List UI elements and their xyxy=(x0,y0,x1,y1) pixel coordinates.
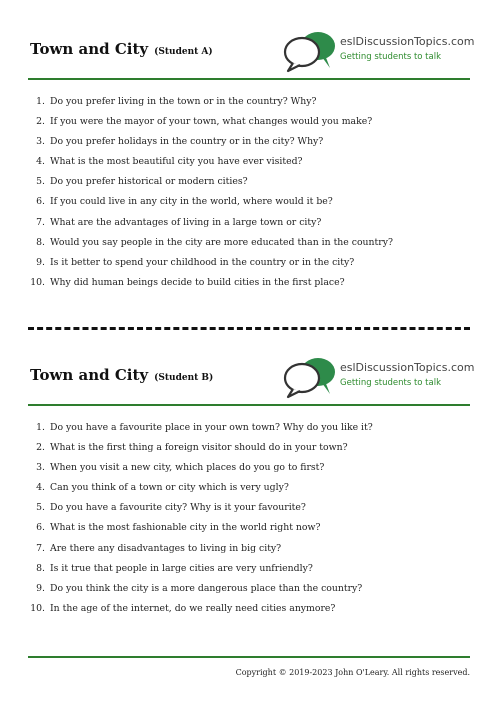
section-student-a xyxy=(28,28,475,293)
question-list xyxy=(28,92,470,293)
question-text: What is the first thing a foreign visitor should do in your town? xyxy=(50,442,348,454)
question-number: 8. xyxy=(36,236,45,248)
speech-bubbles-icon xyxy=(278,354,340,400)
question-item xyxy=(28,112,470,132)
question-number: 5. xyxy=(36,502,45,514)
question-item xyxy=(28,152,470,172)
student-label: (Student A) xyxy=(154,47,213,57)
question-list xyxy=(28,418,470,619)
copyright-notice: Copyright © 2019-2023 John O'Leary. All rights reserved. xyxy=(235,668,470,677)
section-header xyxy=(28,28,475,78)
question-text: Would you say people in the city are more educated than in the country? xyxy=(50,236,393,248)
question-number: 9. xyxy=(36,256,45,268)
question-number: 9. xyxy=(36,582,45,594)
speech-bubbles-icon xyxy=(278,28,340,74)
site-tagline: Getting students to talk xyxy=(340,52,442,62)
question-number: 8. xyxy=(36,562,45,574)
question-number: 1. xyxy=(36,422,45,433)
title-text: Town and City xyxy=(30,366,149,384)
question-number: 4. xyxy=(36,482,45,494)
question-number: 2. xyxy=(36,442,45,454)
question-item xyxy=(28,599,470,619)
question-item xyxy=(28,132,470,152)
site-logo xyxy=(278,354,475,400)
question-text: Can you think of a town or city which is very ugly? xyxy=(50,482,289,494)
question-number: 3. xyxy=(36,136,45,148)
question-item xyxy=(28,518,470,538)
question-text: Are there any disadvantages to living in big city? xyxy=(50,542,282,554)
question-item xyxy=(28,192,470,212)
title-text: Town and City xyxy=(30,40,149,58)
question-number: 2. xyxy=(36,116,45,128)
question-item xyxy=(28,172,470,192)
question-number: 5. xyxy=(36,176,45,188)
question-number: 10. xyxy=(30,602,45,614)
site-logo xyxy=(278,28,475,74)
question-number: 1. xyxy=(36,96,45,107)
header-rule xyxy=(28,404,470,406)
question-number: 4. xyxy=(36,156,45,168)
question-item xyxy=(28,438,470,458)
question-item xyxy=(28,478,470,498)
question-item xyxy=(28,458,470,478)
question-number: 6. xyxy=(36,522,45,534)
question-text: Do you think the city is a more dangerous place than the country? xyxy=(50,582,363,594)
section-header xyxy=(28,354,475,404)
question-text: When you visit a new city, which places do you go to first? xyxy=(50,462,325,474)
student-label: (Student B) xyxy=(154,373,214,383)
question-text: Is it true that people in large cities are very unfriendly? xyxy=(50,562,313,574)
question-text: If you were the mayor of your town, what changes would you make? xyxy=(50,116,373,128)
site-name: eslDiscussionTopics.com xyxy=(340,35,475,48)
site-name: eslDiscussionTopics.com xyxy=(340,361,475,374)
question-number: 10. xyxy=(30,276,45,288)
question-item xyxy=(28,273,470,293)
question-item xyxy=(28,92,470,112)
question-number: 6. xyxy=(36,196,45,208)
question-text: Do you prefer historical or modern cities? xyxy=(50,176,248,188)
question-text: What is the most fashionable city in the world right now? xyxy=(50,522,321,534)
question-number: 7. xyxy=(36,542,45,554)
question-text: Do you have a favourite city? Why is it your favourite? xyxy=(50,502,306,514)
question-item xyxy=(28,233,470,253)
question-text: What are the advantages of living in a large town or city? xyxy=(50,216,322,228)
header-rule xyxy=(28,78,470,80)
question-item xyxy=(28,498,470,518)
footer-rule xyxy=(28,656,470,658)
question-number: 3. xyxy=(36,462,45,474)
section-student-b xyxy=(28,354,475,619)
worksheet-title xyxy=(30,40,213,58)
question-text: What is the most beautiful city you have ever visited? xyxy=(50,156,303,168)
question-text: Do you have a favourite place in your own town? Why do you like it? xyxy=(50,422,373,433)
question-text: Why did human beings decide to build cities in the first place? xyxy=(50,276,345,288)
question-number: 7. xyxy=(36,216,45,228)
question-text: If you could live in any city in the world, where would it be? xyxy=(50,196,333,208)
question-text: Is it better to spend your childhood in the country or in the city? xyxy=(50,256,355,268)
question-text: In the age of the internet, do we really need cities anymore? xyxy=(50,602,336,614)
question-item xyxy=(28,579,470,599)
site-tagline: Getting students to talk xyxy=(340,378,442,388)
question-item xyxy=(28,253,470,273)
question-item xyxy=(28,559,470,579)
question-text: Do you prefer living in the town or in the country? Why? xyxy=(50,96,317,107)
worksheet-title xyxy=(30,366,213,384)
question-item xyxy=(28,418,470,438)
question-text: Do you prefer holidays in the country or in the city? Why? xyxy=(50,136,324,148)
cut-line-divider xyxy=(28,327,470,330)
question-item xyxy=(28,213,470,233)
question-item xyxy=(28,539,470,559)
